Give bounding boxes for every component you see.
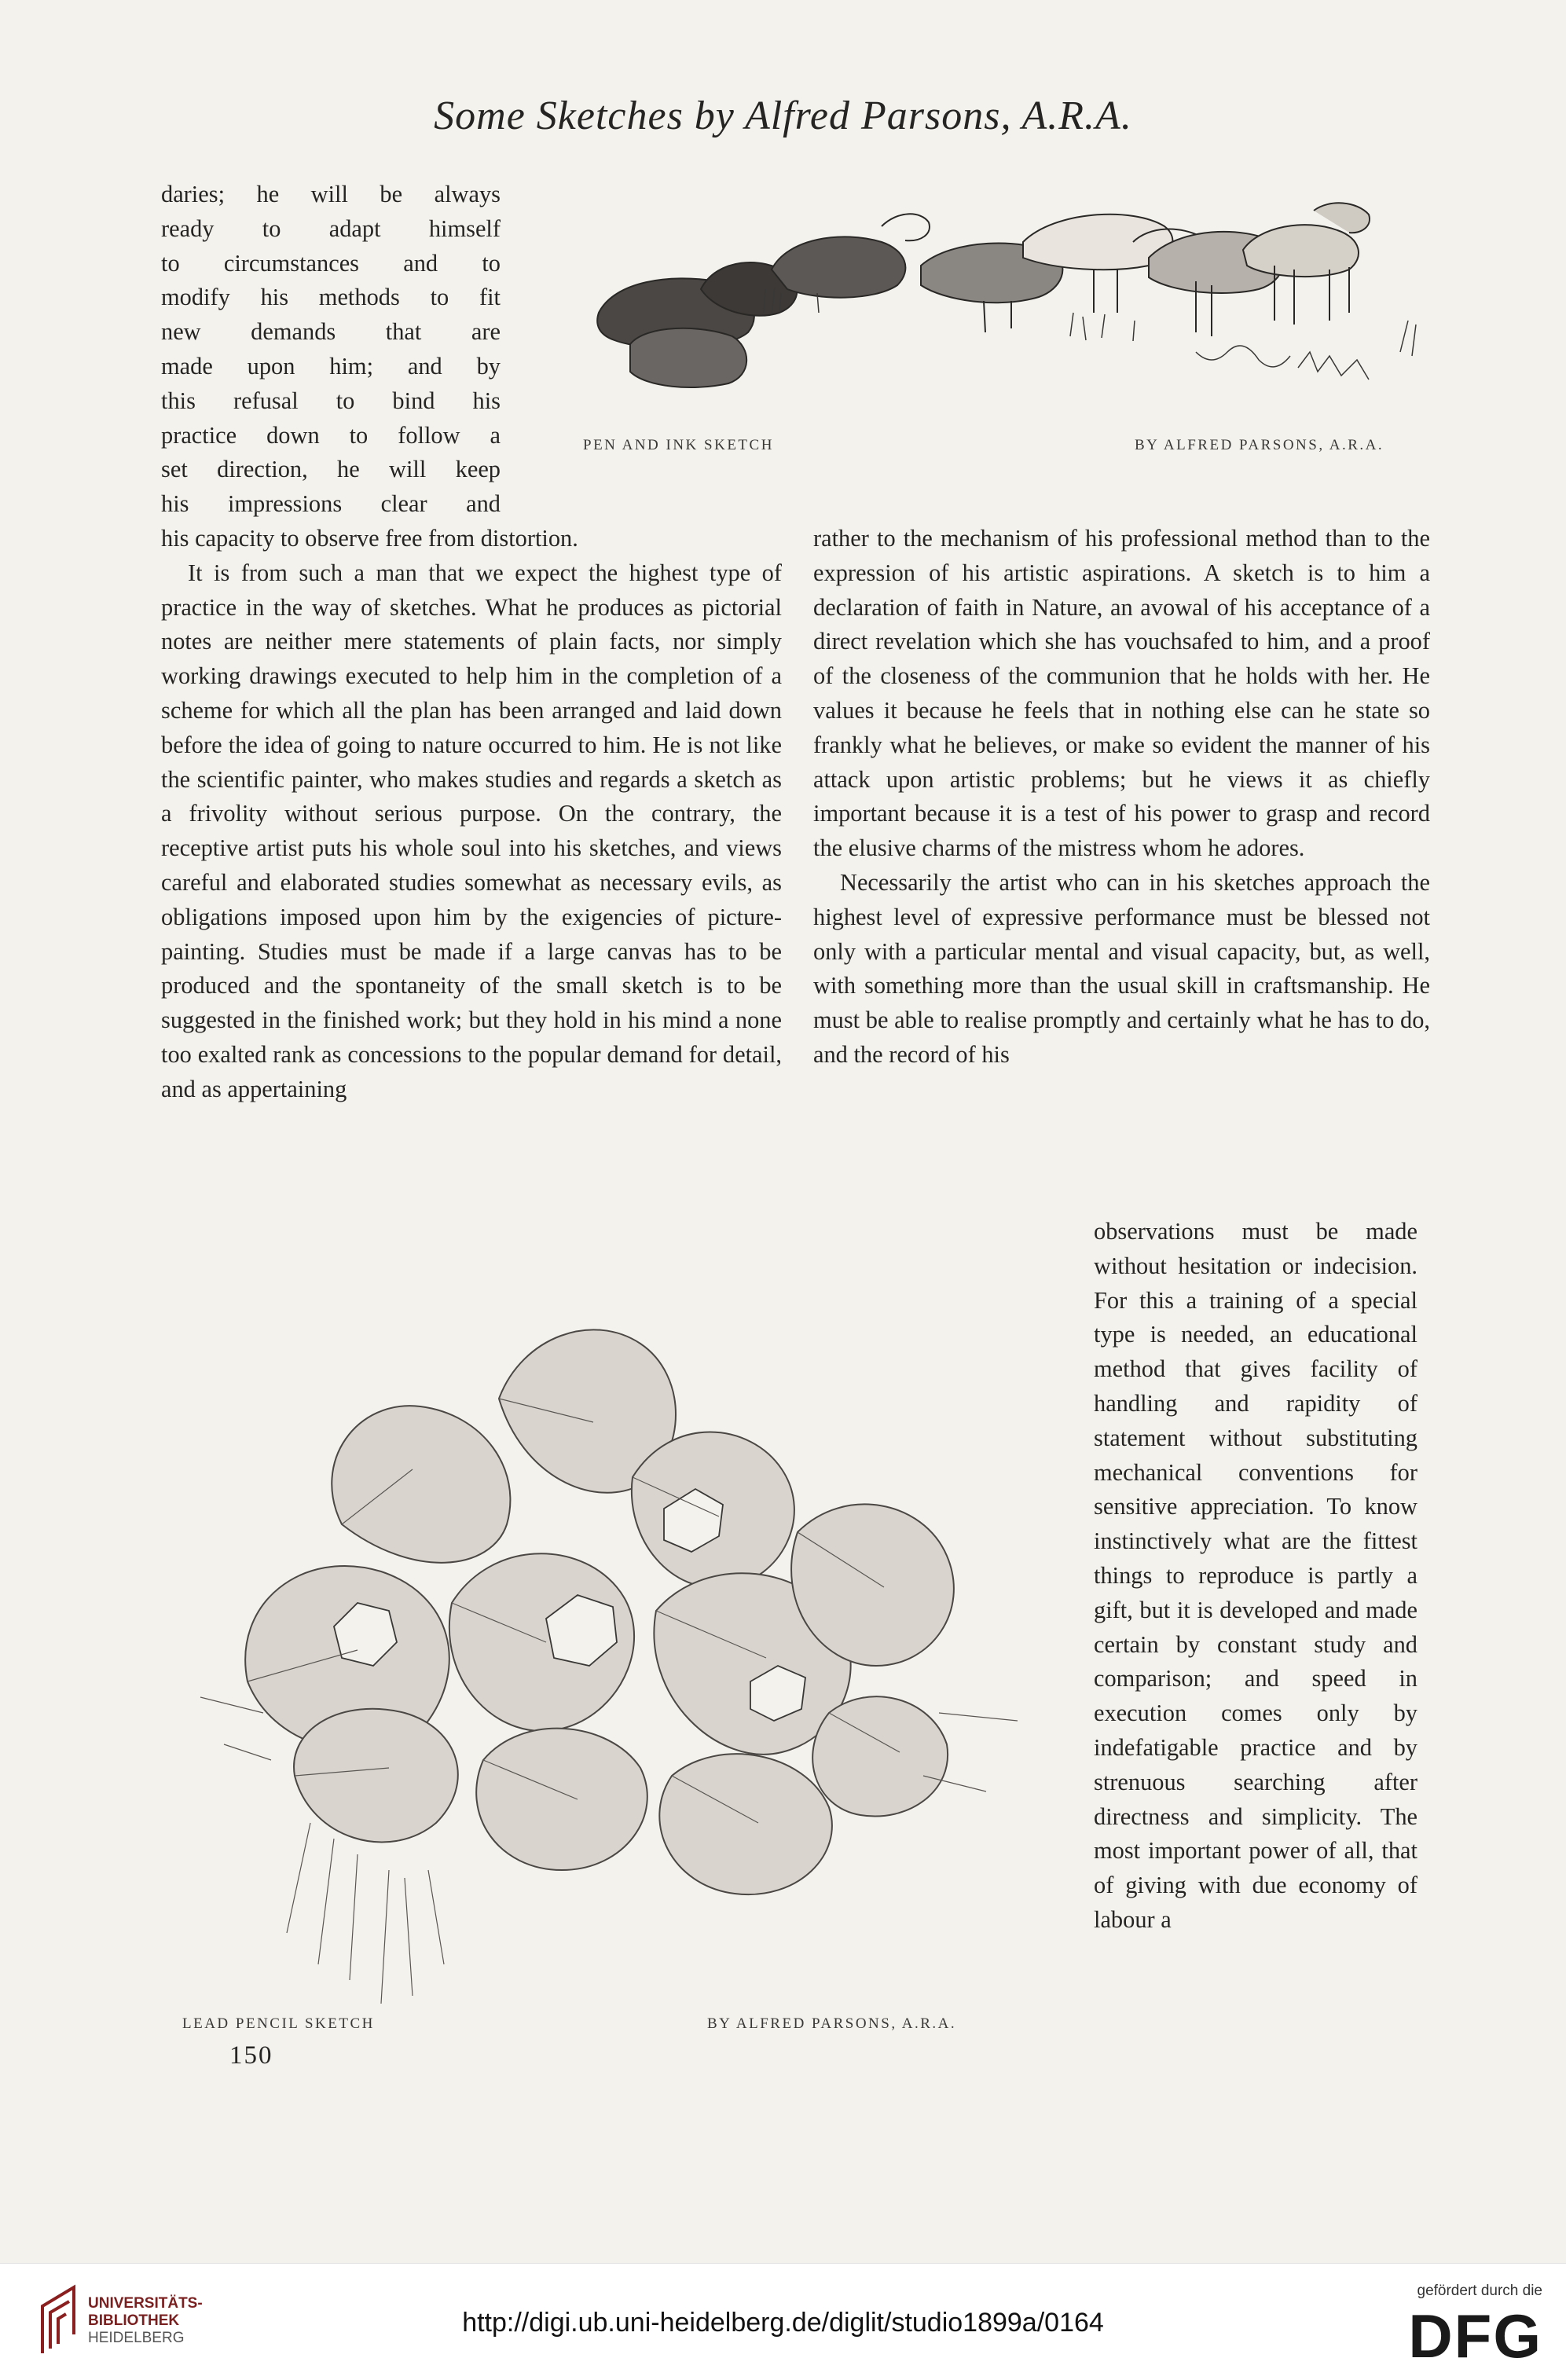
text-line: ready to adapt himself — [161, 215, 501, 242]
library-name-line: HEIDELBERG — [88, 2330, 185, 2346]
permalink-url[interactable]: http://digi.ub.uni-heidelberg.de/diglit/studio1899a/0164 — [462, 2308, 1104, 2338]
text-line: modify his methods to fit — [161, 284, 501, 311]
text-line: new demands that are — [161, 318, 501, 346]
text-line: made upon him; and by — [161, 352, 501, 380]
text-line: to circumstances and to — [161, 249, 501, 277]
funded-by-label: gefördert durch die — [1417, 2283, 1542, 2299]
top-figure-caption-right: BY ALFRED PARSONS, A.R.A. — [1135, 437, 1384, 453]
page-number: 150 — [229, 2041, 273, 2070]
library-name-line: BIBLIOTHEK — [88, 2312, 180, 2329]
paragraph: It is from such a man that we expect the highest type of practice in the way of sketches. What he produces as pictorial notes are neither mere statements of plain facts, nor simply working drawings executed to help him in the completion of a scheme for which all the plan has been arranged and laid down before the idea of going to nature occurred to him. He is not like the scientific painter, who makes studies and regards a sketch as a frivolity without serious purpose. On the contrary, the receptive artist puts his whole soul into his sketches, and views careful and elaborated studies somewhat as necessary evils, as obligations imposed upon him by the exigencies of picture-painting. Studies must be made if a large canvas has to be produced and the spontaneity of the small sketch is to be suggested in the finished work; but they hold in his mind a none too exalted rank as concessions to the popular demand for detail, and as appertaining — [161, 559, 782, 1102]
digitization-footer — [0, 2263, 1566, 2380]
text-line: this refusal to bind his — [161, 387, 501, 414]
text-line: set direction, he will keep — [161, 456, 501, 483]
text-line: daries; he will be always — [161, 181, 501, 207]
left-column-top — [161, 178, 501, 522]
paragraph: observations must be made without hesitation or indecision. For this a training of a special type is needed, an educational method that gives facility of handling and rapidity of statement without substituting mechanical conventions for sensitive appreciation. To know instinctively what are the fittest things to reproduce is partly a gift, but it is developed and made certain by constant study and comparison; and speed in execution comes only by indefatigable practice and by strenuous searching after directness and simplicity. The most important power of all, that of giving with due economy of labour a — [1094, 1218, 1417, 1933]
library-name-line: UNIVERSITÄTS- — [88, 2295, 203, 2312]
running-title: Some Sketches by Alfred Parsons, A.R.A. — [434, 94, 1132, 138]
left-column — [161, 522, 782, 1107]
paragraph: his capacity to observe free from distortion. — [161, 525, 578, 552]
paragraph: Necessarily the artist who can in his sketches approach the highest level of expressive performance must be blessed not only with a particular mental and visual capacity, but, as well, with something more than the usual skill in craftsmanship. He must be able to realise promptly and certainly what he has to do, and the record of his — [813, 868, 1430, 1068]
right-column-narrow — [1094, 1215, 1417, 1938]
text-line: his impressions clear and — [161, 490, 501, 518]
right-column — [813, 522, 1430, 1073]
bottom-figure-caption-right: BY ALFRED PARSONS, A.R.A. — [707, 2015, 957, 2032]
top-figure-caption-left: PEN AND INK SKETCH — [583, 437, 774, 453]
dfg-logo: DFG — [1408, 2301, 1542, 2371]
primrose-sketch-illustration — [153, 1273, 1057, 2027]
text-line: practice down to follow a — [161, 421, 501, 449]
paragraph: rather to the mechanism of his professional method than to the expression of his artistic aspirations. A sketch is to him a declaration of faith in Nature, an avowal of his acceptance of a direct revelation which she has vouchsafed to him, and a proof of the closeness of the communion that he holds with her. He values it because he feels that in nothing else can he state so frankly what he believes, or make so evident the manner of his attack upon artistic problems; but he views it as chiefly important because it is a test of his power to grasp and record the elusive charms of the mistress whom he adores. — [813, 525, 1430, 862]
sheep-sketch-illustration — [583, 195, 1432, 423]
bottom-figure-caption-left: LEAD PENCIL SKETCH — [182, 2015, 375, 2032]
